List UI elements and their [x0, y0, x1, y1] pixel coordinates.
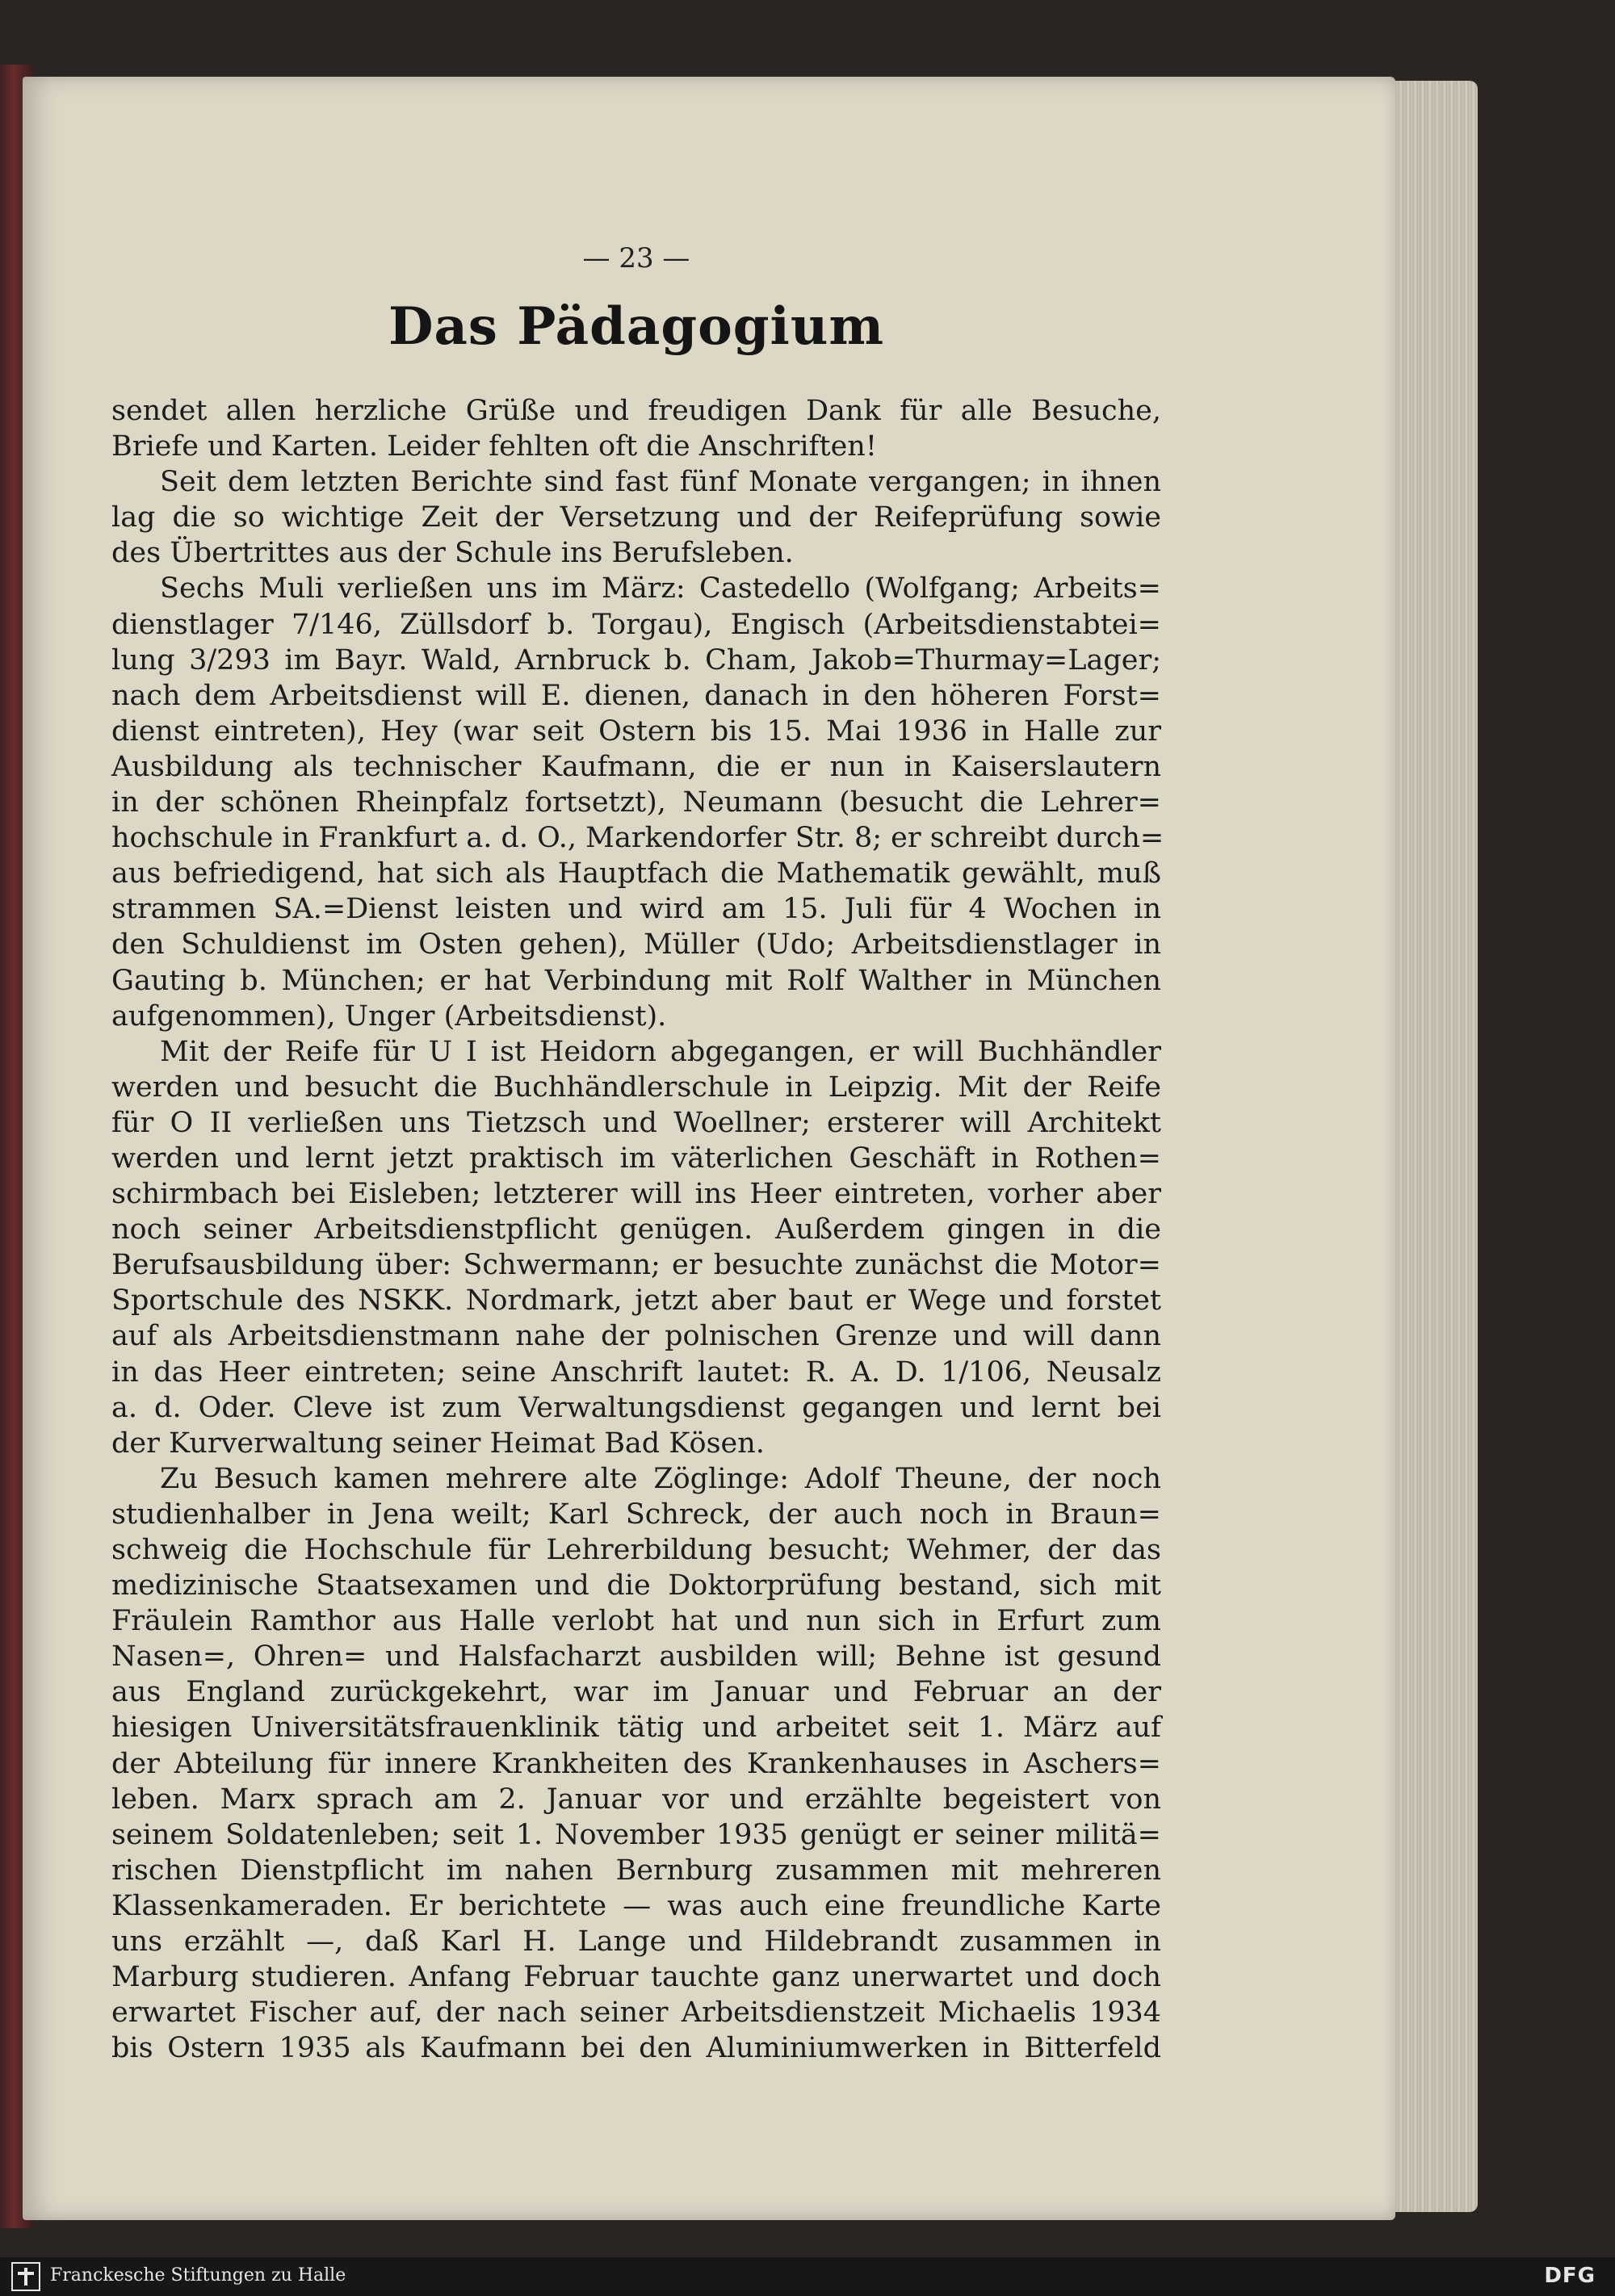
text-line: schweig die Hochschule für Lehrerbildung besucht; Wehmer, der das: [111, 1534, 1161, 1566]
body-text: [111, 393, 1164, 2066]
page-stack-edges: [1389, 81, 1478, 2212]
institution-name: Franckesche Stiftungen zu Halle: [50, 2265, 346, 2286]
text-line: hochschule in Frankfurt a. d. O., Markendorfer Str. 8; er schreibt durch=: [111, 822, 1164, 855]
text-line: leben. Marx sprach am 2. Januar vor und erzählte begeistert von: [111, 1783, 1161, 1816]
text-line: aus befriedigend, hat sich als Hauptfach die Mathematik gewählt, muß: [111, 857, 1161, 890]
text-line: Gauting b. München; er hat Verbindung mit Rolf Walther in München: [111, 964, 1161, 997]
text-line: bis Ostern 1935 als Kaufmann bei den Aluminiumwerken in Bitterfeld: [111, 2032, 1161, 2065]
text-line: medizinische Staatsexamen und die Doktorprüfung bestand, sich mit: [111, 1569, 1161, 1603]
text-line: aufgenommen), Unger (Arbeitsdienst).: [111, 999, 667, 1033]
text-line: schirmbach bei Eisleben; letzterer will ins Heer eintreten, vorher aber: [111, 1178, 1161, 1211]
text-line: in der schönen Rheinpfalz fortsetzt), Neumann (besucht die Lehrer=: [111, 786, 1161, 819]
text-line: der Kurverwaltung seiner Heimat Bad Kösen.: [111, 1427, 765, 1460]
text-line: Klassenkameraden. Er berichtete — was auch eine freundliche Karte: [111, 1889, 1161, 1922]
page-title: Das Pädagogium: [388, 296, 885, 357]
text-line: hiesigen Universitätsfrauenklinik tätig und arbeitet seit 1. März auf: [111, 1712, 1161, 1745]
text-line: nach dem Arbeitsdienst will E. dienen, danach in den höheren Forst=: [111, 679, 1161, 712]
text-line: Zu Besuch kamen mehrere alte Zöglinge: Adolf Theune, der noch: [160, 1462, 1161, 1495]
text-line: werden und besucht die Buchhändlerschule in Leipzig. Mit der Reife: [111, 1070, 1161, 1104]
text-line: Fräulein Ramthor aus Halle verlobt hat und nun sich in Erfurt zum: [111, 1605, 1161, 1638]
text-line: dienst eintreten), Hey (war seit Ostern bis 15. Mai 1936 in Halle zur: [111, 714, 1161, 748]
text-line: des Übertrittes aus der Schule ins Berufsleben.: [111, 537, 794, 570]
text-line: rischen Dienstpflicht im nahen Bernburg zusammen mit mehreren: [111, 1854, 1161, 1887]
text-line: auf als Arbeitsdienstmann nahe der polnischen Grenze und will dann: [111, 1320, 1161, 1353]
text-line: noch seiner Arbeitsdienstpflicht genügen. Außerdem gingen in die: [111, 1213, 1161, 1246]
text-line: Ausbildung als technischer Kaufmann, die er nun in Kaiserslautern: [111, 750, 1161, 783]
text-line: der Abteilung für innere Krankheiten des Krankenhauses in Aschers=: [111, 1747, 1161, 1780]
text-line: Seit dem letzten Berichte sind fast fünf Monate vergangen; in ihnen: [160, 466, 1161, 499]
text-line: den Schuldienst im Osten gehen), Müller (Udo; Arbeitsdienstlager in: [111, 928, 1161, 962]
text-line: dienstlager 7/146, Züllsdorf b. Torgau), Engisch (Arbeitsdienstabtei=: [111, 608, 1161, 641]
text-line: uns erzählt —, daß Karl H. Lange und Hildebrandt zusammen in: [111, 1925, 1161, 1959]
institution-seal-icon: [11, 2262, 40, 2291]
text-line: Sechs Muli verließen uns im März: Castedello (Wolfgang; Arbeits=: [160, 572, 1161, 605]
text-line: sendet allen herzliche Grüße und freudigen Dank für alle Besuche,: [111, 395, 1161, 427]
text-line: lung 3/293 im Bayr. Wald, Arnbruck b. Cham, Jakob=Thurmay=Lager;: [111, 643, 1161, 677]
text-line: lag die so wichtige Zeit der Versetzung und der Reifeprüfung sowie: [111, 501, 1161, 534]
text-line: Berufsausbildung über: Schwermann; er besuchte zunächst die Motor=: [111, 1249, 1161, 1282]
text-line: werden und lernt jetzt praktisch im väterlichen Geschäft in Rothen=: [111, 1142, 1161, 1175]
viewer-footer: [0, 2257, 1615, 2296]
text-line: Mit der Reife für U I ist Heidorn abgegangen, er will Buchhändler: [160, 1035, 1161, 1068]
text-line: Sportschule des NSKK. Nordmark, jetzt aber baut er Wege und forstet: [111, 1284, 1161, 1318]
text-line: Nasen=, Ohren= und Halsfacharzt ausbilden will; Behne ist gesund: [111, 1640, 1161, 1674]
text-line: für O II verließen uns Tietzsch und Woellner; ersterer will Architekt: [111, 1106, 1161, 1139]
text-line: seinem Soldatenleben; seit 1. November 1935 genügt er seiner militä=: [111, 1818, 1161, 1851]
text-line: in das Heer eintreten; seine Anschrift lautet: R. A. D. 1/106, Neusalz: [111, 1355, 1161, 1389]
book-page: [23, 77, 1395, 2220]
text-line: Briefe und Karten. Leider fehlten oft die Anschriften!: [111, 430, 877, 463]
text-line: a. d. Oder. Cleve ist zum Verwaltungsdienst gegangen und lernt bei: [111, 1391, 1161, 1424]
page-number: — 23 —: [582, 242, 690, 274]
text-line: studienhalber in Jena weilt; Karl Schreck, der auch noch in Braun=: [111, 1498, 1161, 1531]
text-line: aus England zurückgekehrt, war im Januar und Februar an der: [111, 1676, 1161, 1709]
text-line: Marburg studieren. Anfang Februar tauchte ganz unerwartet und doch: [111, 1961, 1161, 1994]
text-line: erwartet Fischer auf, der nach seiner Arbeitsdienstzeit Michaelis 1934: [111, 1996, 1161, 2030]
text-line: strammen SA.=Dienst leisten und wird am 15. Juli für 4 Wochen in: [111, 893, 1161, 926]
dfg-logo: DFG: [1544, 2264, 1596, 2288]
